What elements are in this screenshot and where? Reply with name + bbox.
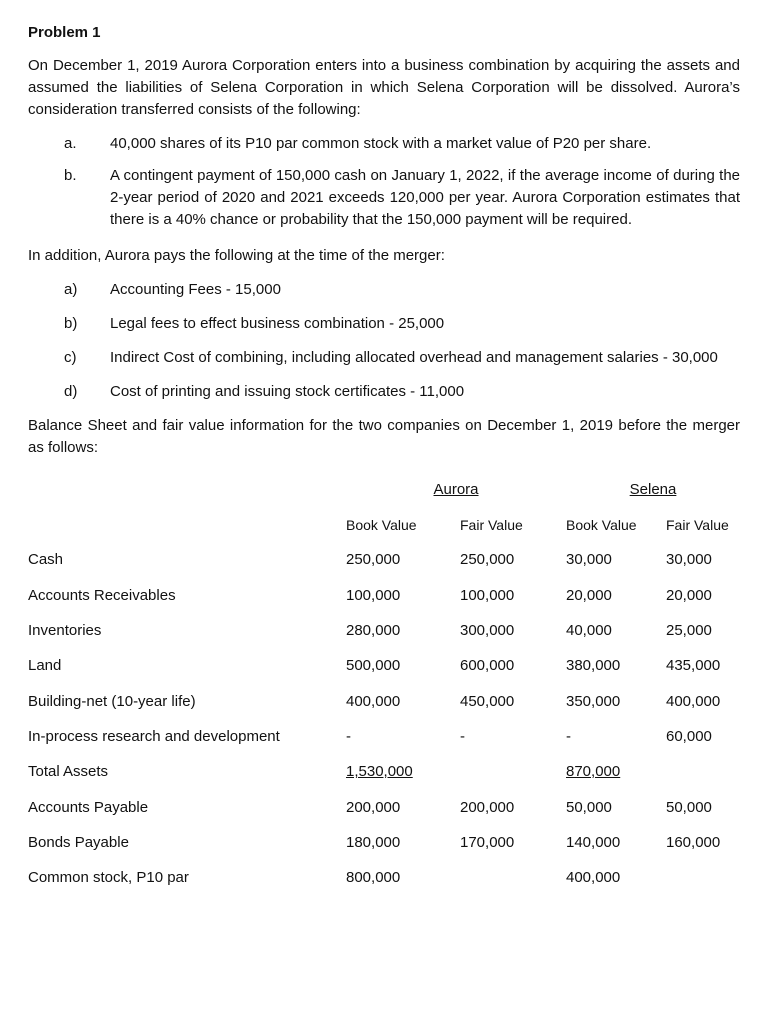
cell-value: 30,000 [566, 551, 612, 569]
cell-value: - [346, 727, 351, 745]
cell-value: 400,000 [666, 692, 721, 710]
cell-value [460, 754, 566, 789]
item-text: Cost of printing and issuing stock certificates - 11,000 [110, 383, 465, 400]
table-row [28, 613, 740, 648]
item-marker: c) [64, 349, 77, 366]
row-label: Accounts Payable [28, 798, 149, 816]
table-row [28, 542, 740, 577]
table-row [28, 719, 740, 754]
cell-value: 30,000 [666, 551, 712, 569]
problem-document [28, 24, 740, 895]
row-label: Land [28, 657, 62, 675]
cost-item [28, 347, 740, 369]
cell-value: - [566, 727, 571, 745]
cell-value: 160,000 [666, 833, 721, 851]
item-marker: b. [64, 167, 77, 184]
item-text: A contingent payment of 150,000 cash on January 1, 2022, if the average income of during the 2-year period of 2020 and 2021 exceeds 120,000 per year. Aurora Corporation estimates that there is a 40% chance or probability that the 150,000 payment will be required. [110, 167, 740, 228]
cell-value: 20,000 [566, 586, 612, 604]
balance-sheet-table [28, 471, 740, 895]
row-label: Accounts Receivables [28, 586, 176, 604]
row-label: Building-net (10-year life) [28, 692, 196, 710]
table-row [28, 789, 740, 824]
cell-value: 100,000 [346, 586, 401, 604]
table-body [28, 542, 740, 895]
company-aurora: Aurora [433, 480, 479, 498]
cost-item [28, 381, 740, 403]
column-header: Fair Value [666, 516, 729, 533]
cell-value: 800,000 [346, 869, 401, 887]
consideration-list [28, 133, 740, 231]
balance-intro: Balance Sheet and fair value information for the two companies on December 1, 2019 before the merger as follows: [28, 417, 740, 456]
column-header: Fair Value [460, 516, 523, 533]
cell-value: 600,000 [460, 657, 515, 675]
row-label: Common stock, P10 par [28, 869, 189, 887]
cell-value: 400,000 [346, 692, 401, 710]
cell-value: 20,000 [666, 586, 712, 604]
cell-value: 450,000 [460, 692, 515, 710]
cell-value: 280,000 [346, 622, 401, 640]
row-label: Bonds Payable [28, 833, 129, 851]
row-label: Cash [28, 551, 64, 569]
company-selena: Selena [629, 480, 677, 498]
cell-value: 140,000 [566, 833, 621, 851]
consideration-item [28, 165, 740, 231]
cell-value: 180,000 [346, 833, 401, 851]
cell-value: 200,000 [346, 798, 401, 816]
cell-value [666, 860, 740, 895]
consideration-item [28, 133, 740, 155]
cell-value: 350,000 [566, 692, 621, 710]
cell-value: 170,000 [460, 833, 515, 851]
table-row [28, 754, 740, 789]
item-marker: a) [64, 281, 78, 298]
company-header-row [28, 471, 740, 507]
item-marker: d) [64, 383, 78, 400]
table-row [28, 825, 740, 860]
cell-value: 50,000 [566, 798, 612, 816]
cell-value: 300,000 [460, 622, 515, 640]
row-label: Inventories [28, 622, 102, 640]
cell-value: 100,000 [460, 586, 515, 604]
cell-value: 40,000 [566, 622, 612, 640]
cell-value: 870,000 [566, 763, 621, 781]
row-label: In-process research and development [28, 727, 280, 745]
cost-item [28, 313, 740, 335]
item-text: Indirect Cost of combining, including allocated overhead and management salaries - 30,000 [110, 349, 718, 366]
item-text: 40,000 shares of its P10 par common stock with a market value of P20 per share. [110, 135, 652, 152]
costs-list [28, 279, 740, 403]
intro-paragraph: On December 1, 2019 Aurora Corporation enters into a business combination by acquiring the assets and assumed the liabilities of Selena Corporation in which Selena Corporation will be dissolved. Aurora’s consideration transferred consists of the following: [28, 57, 740, 118]
item-text: Accounting Fees - 15,000 [110, 281, 281, 298]
column-header-row [28, 507, 740, 542]
cell-value: 50,000 [666, 798, 712, 816]
table-row [28, 683, 740, 718]
cell-value: 25,000 [666, 622, 712, 640]
addition-intro: In addition, Aurora pays the following at the time of the merger: [28, 247, 445, 264]
cell-value [460, 860, 566, 895]
cost-item [28, 279, 740, 301]
item-marker: a. [64, 135, 77, 152]
column-header: Book Value [346, 516, 417, 533]
cell-value: - [460, 727, 465, 745]
cell-value: 435,000 [666, 657, 721, 675]
item-marker: b) [64, 315, 78, 332]
cell-value: 250,000 [460, 551, 515, 569]
item-text: Legal fees to effect business combination - 25,000 [110, 315, 445, 332]
cell-value: 1,530,000 [346, 763, 413, 781]
cell-value: 400,000 [566, 869, 621, 887]
table-row [28, 648, 740, 683]
cell-value: 500,000 [346, 657, 401, 675]
cell-value: 60,000 [666, 727, 712, 745]
cell-value: 200,000 [460, 798, 515, 816]
cell-value [666, 754, 740, 789]
cell-value: 250,000 [346, 551, 401, 569]
column-header: Book Value [566, 516, 637, 533]
row-label: Total Assets [28, 763, 109, 781]
table-row [28, 578, 740, 613]
problem-title: Problem 1 [28, 24, 101, 41]
cell-value: 380,000 [566, 657, 621, 675]
table-row [28, 860, 740, 895]
